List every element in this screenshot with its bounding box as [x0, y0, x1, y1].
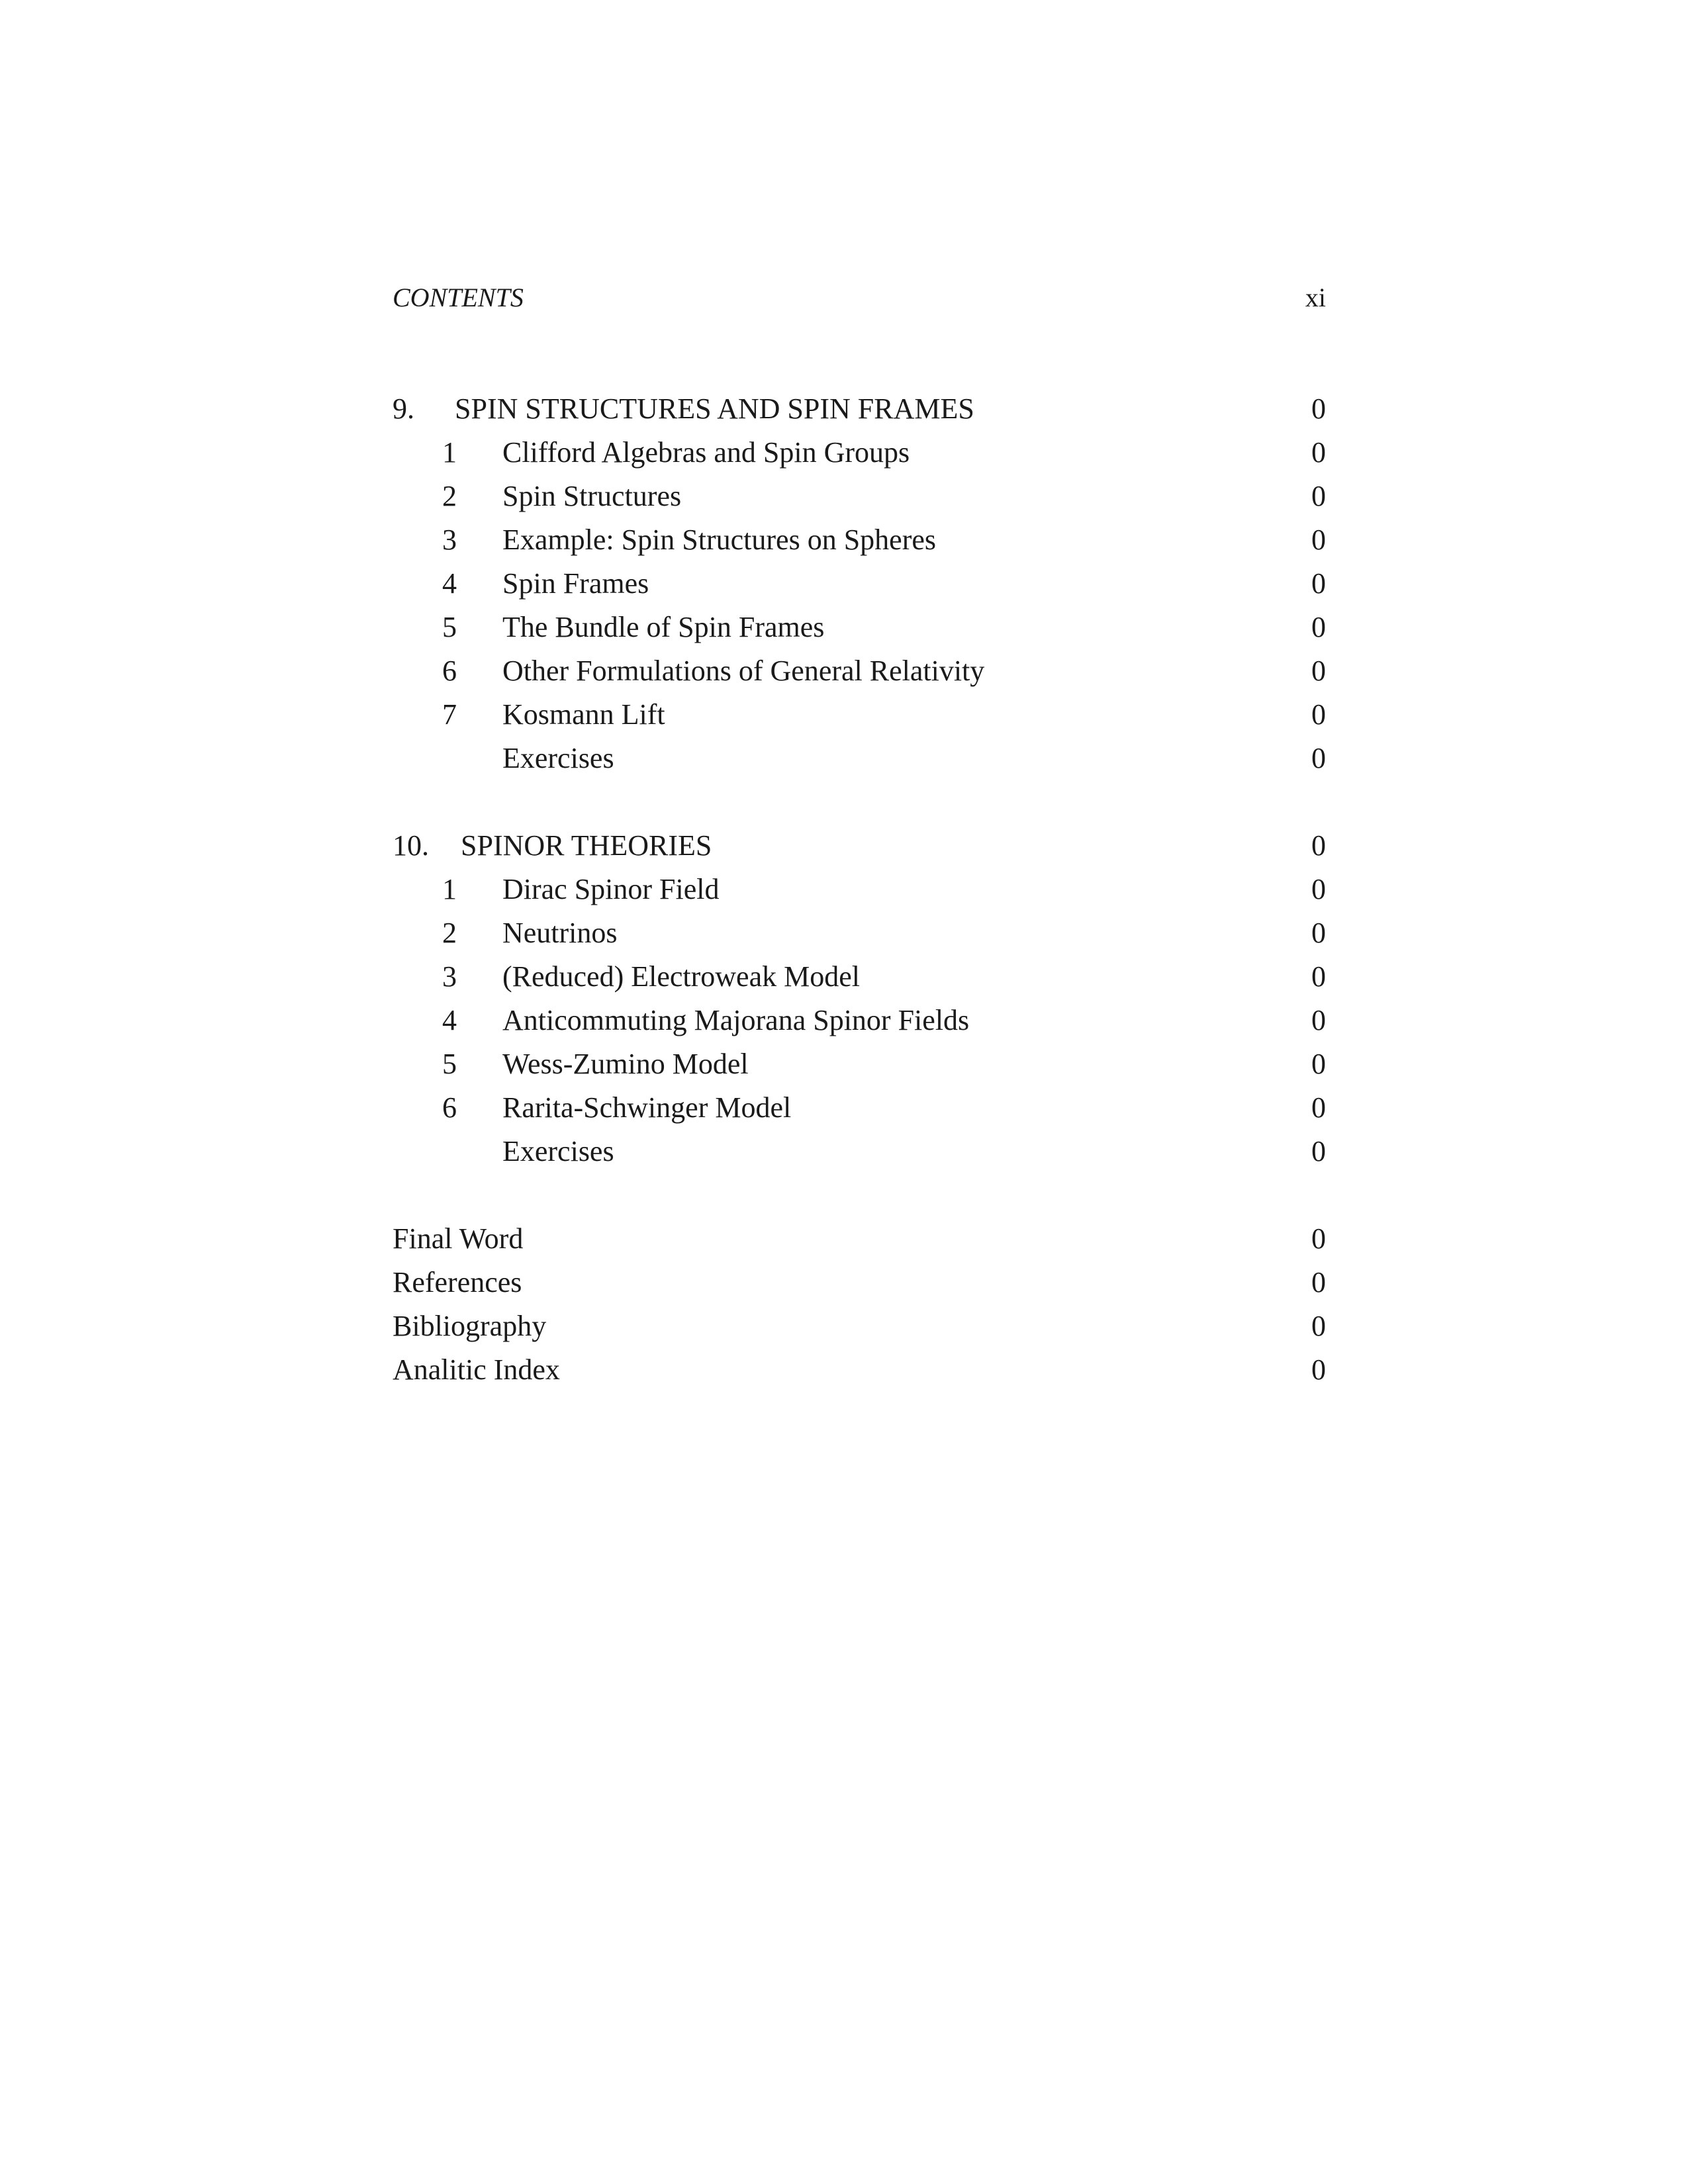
chapter-spacer — [393, 1173, 1326, 1217]
section-title: Kosmann Lift — [502, 698, 665, 731]
back-matter-page-number: 0 — [1311, 1222, 1326, 1255]
section-number: 4 — [442, 567, 457, 600]
chapter-title: SPIN STRUCTURES AND SPIN FRAMES — [455, 392, 974, 425]
section-number: 2 — [442, 480, 457, 512]
section-number: 5 — [442, 1048, 457, 1080]
section-title: Anticommuting Majorana Spinor Fields — [502, 1004, 970, 1036]
back-matter-title: Analitic Index — [393, 1353, 560, 1386]
section-title: The Bundle of Spin Frames — [502, 611, 825, 643]
section-page-number: 0 — [1311, 655, 1326, 687]
section-page-number: 0 — [1311, 611, 1326, 643]
back-matter-page-number: 0 — [1311, 1266, 1326, 1298]
section-title: Other Formulations of General Relativity — [502, 655, 985, 687]
section-entry[interactable] — [393, 868, 1326, 911]
section-entry[interactable] — [393, 999, 1326, 1042]
section-entry[interactable] — [393, 1042, 1326, 1086]
chapter-title: SPINOR THEORIES — [461, 829, 712, 862]
back-matter-page-number: 0 — [1311, 1353, 1326, 1386]
section-entry[interactable] — [393, 737, 1326, 780]
section-title: (Reduced) Electroweak Model — [502, 960, 860, 993]
back-matter-entry[interactable] — [393, 1348, 1326, 1392]
back-matter-title: References — [393, 1266, 522, 1298]
section-number: 6 — [442, 1091, 457, 1124]
section-title: Wess-Zumino Model — [502, 1048, 749, 1080]
section-page-number: 0 — [1311, 742, 1326, 774]
section-number: 3 — [442, 523, 457, 556]
section-page-number: 0 — [1311, 567, 1326, 600]
chapter-heading[interactable] — [393, 824, 1326, 868]
chapter-number: 10. — [393, 829, 429, 862]
section-number: 5 — [442, 611, 457, 643]
section-title: Exercises — [502, 742, 614, 774]
section-page-number: 0 — [1311, 698, 1326, 731]
section-title: Spin Frames — [502, 567, 649, 600]
section-page-number: 0 — [1311, 1091, 1326, 1124]
back-matter-title: Bibliography — [393, 1310, 547, 1342]
chapter-page-number: 0 — [1311, 392, 1326, 425]
back-matter-entry[interactable] — [393, 1304, 1326, 1348]
chapter-heading[interactable] — [393, 387, 1326, 431]
section-title: Clifford Algebras and Spin Groups — [502, 436, 910, 469]
section-number: 1 — [442, 873, 457, 905]
section-entry[interactable] — [393, 606, 1326, 649]
section-entry[interactable] — [393, 1086, 1326, 1130]
running-head-title: CONTENTS — [393, 283, 524, 312]
section-entry[interactable] — [393, 1130, 1326, 1173]
section-page-number: 0 — [1311, 917, 1326, 949]
section-entry[interactable] — [393, 693, 1326, 737]
section-entry[interactable] — [393, 475, 1326, 518]
section-title: Spin Structures — [502, 480, 682, 512]
running-head-page-number: xi — [1305, 283, 1326, 312]
section-entry[interactable] — [393, 431, 1326, 475]
back-matter-page-number: 0 — [1311, 1310, 1326, 1342]
section-entry[interactable] — [393, 518, 1326, 562]
section-title: Rarita-Schwinger Model — [502, 1091, 792, 1124]
section-title: Example: Spin Structures on Spheres — [502, 523, 937, 556]
section-title: Dirac Spinor Field — [502, 873, 720, 905]
back-matter-entry[interactable] — [393, 1261, 1326, 1304]
section-number: 2 — [442, 917, 457, 949]
section-entry[interactable] — [393, 562, 1326, 606]
chapter-number: 9. — [393, 392, 414, 425]
chapter-page-number: 0 — [1311, 829, 1326, 862]
section-title: Neutrinos — [502, 917, 618, 949]
section-number: 4 — [442, 1004, 457, 1036]
section-page-number: 0 — [1311, 1004, 1326, 1036]
section-number: 7 — [442, 698, 457, 731]
section-title: Exercises — [502, 1135, 614, 1167]
back-matter-entry[interactable] — [393, 1217, 1326, 1261]
section-page-number: 0 — [1311, 1048, 1326, 1080]
section-entry[interactable] — [393, 955, 1326, 999]
table-of-contents — [393, 387, 1326, 1392]
section-entry[interactable] — [393, 649, 1326, 693]
section-page-number: 0 — [1311, 523, 1326, 556]
section-page-number: 0 — [1311, 873, 1326, 905]
running-head — [393, 278, 1326, 318]
section-page-number: 0 — [1311, 960, 1326, 993]
chapter-spacer — [393, 780, 1326, 824]
section-page-number: 0 — [1311, 436, 1326, 469]
section-page-number: 0 — [1311, 480, 1326, 512]
section-number: 3 — [442, 960, 457, 993]
section-number: 1 — [442, 436, 457, 469]
section-page-number: 0 — [1311, 1135, 1326, 1167]
section-number: 6 — [442, 655, 457, 687]
section-entry[interactable] — [393, 911, 1326, 955]
back-matter-title: Final Word — [393, 1222, 524, 1255]
